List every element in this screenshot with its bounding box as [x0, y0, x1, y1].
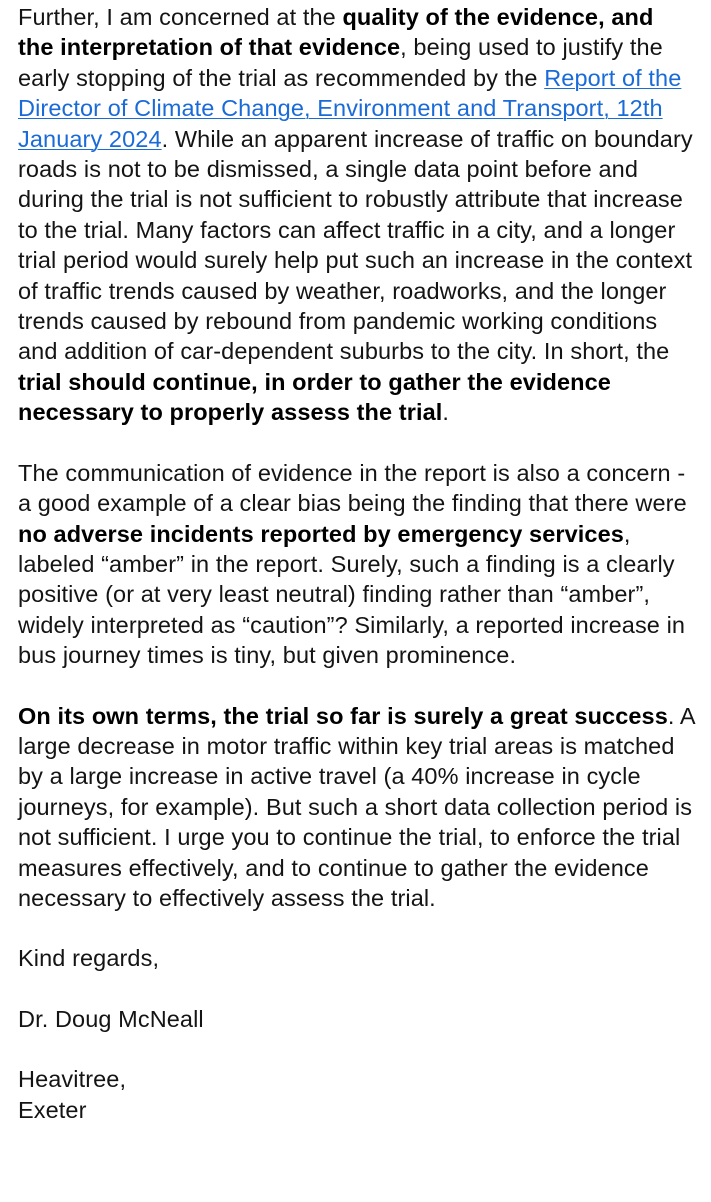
address-block: [18, 1064, 695, 1125]
paragraph-communication-bias: [18, 458, 695, 671]
paragraph-trial-success: [18, 701, 695, 914]
bold-emphasis: trial should continue, in order to gather the evidence necessary to properly assess the trial: [18, 368, 611, 426]
bold-emphasis: quality of the evidence, and the interpretation of that evidence: [18, 4, 654, 61]
paragraph-text: , being used to justify the early stopping of the trial as recommended by the: [18, 34, 663, 91]
paragraph-evidence-quality: [18, 2, 695, 428]
signature-name: Dr. Doug McNeall: [18, 1005, 204, 1032]
address-line-district: Heavitree,: [18, 1066, 127, 1093]
paragraph-text: The communication of evidence in the report is also a concern - a good example of a clear bias being the finding that there were: [18, 459, 687, 517]
closing-salutation: Kind regards,: [18, 945, 160, 972]
letter-body: [0, 2, 711, 1125]
paragraph-text: . While an apparent increase of traffic on boundary roads is not to be dismissed, a single data point before and during the trial is not sufficient to robustly attribute that increase to the trial. Many factors can affect traffic in a city, and a longer trial period would surely help put such an increase in the context of traffic trends caused by weather, roadworks, and the longer trends caused by rebound from pandemic working conditions and addition of car-dependent suburbs to the city. In short, the: [18, 125, 693, 365]
paragraph-text: Further, I am concerned at the: [18, 4, 343, 30]
paragraph-text: .: [442, 399, 450, 426]
paragraph-text: , labeled “amber” in the report. Surely, such a finding is a clearly positive (or at very least neutral) finding rather than “amber”, widely interpreted as “caution”? Similarly, a reported increase in bus journey times is tiny, but given prominence.: [18, 520, 686, 669]
bold-emphasis: On its own terms, the trial so far is surely a great success: [18, 702, 668, 729]
bold-emphasis: no adverse incidents reported by emergency services: [18, 520, 624, 547]
report-link[interactable]: Report of the Director of Climate Change, Environment and Transport, 12th January 2024: [18, 64, 682, 152]
paragraph-text: . A large decrease in motor traffic within key trial areas is matched by a large increase in active travel (a 40% increase in cycle journeys, for example). But such a short data collection period is not sufficient. I urge you to continue the trial, to enforce the trial measures effectively, and to continue to gather the evidence necessary to effectively assess the trial.: [18, 702, 695, 911]
address-line-city: Exeter: [18, 1096, 87, 1123]
